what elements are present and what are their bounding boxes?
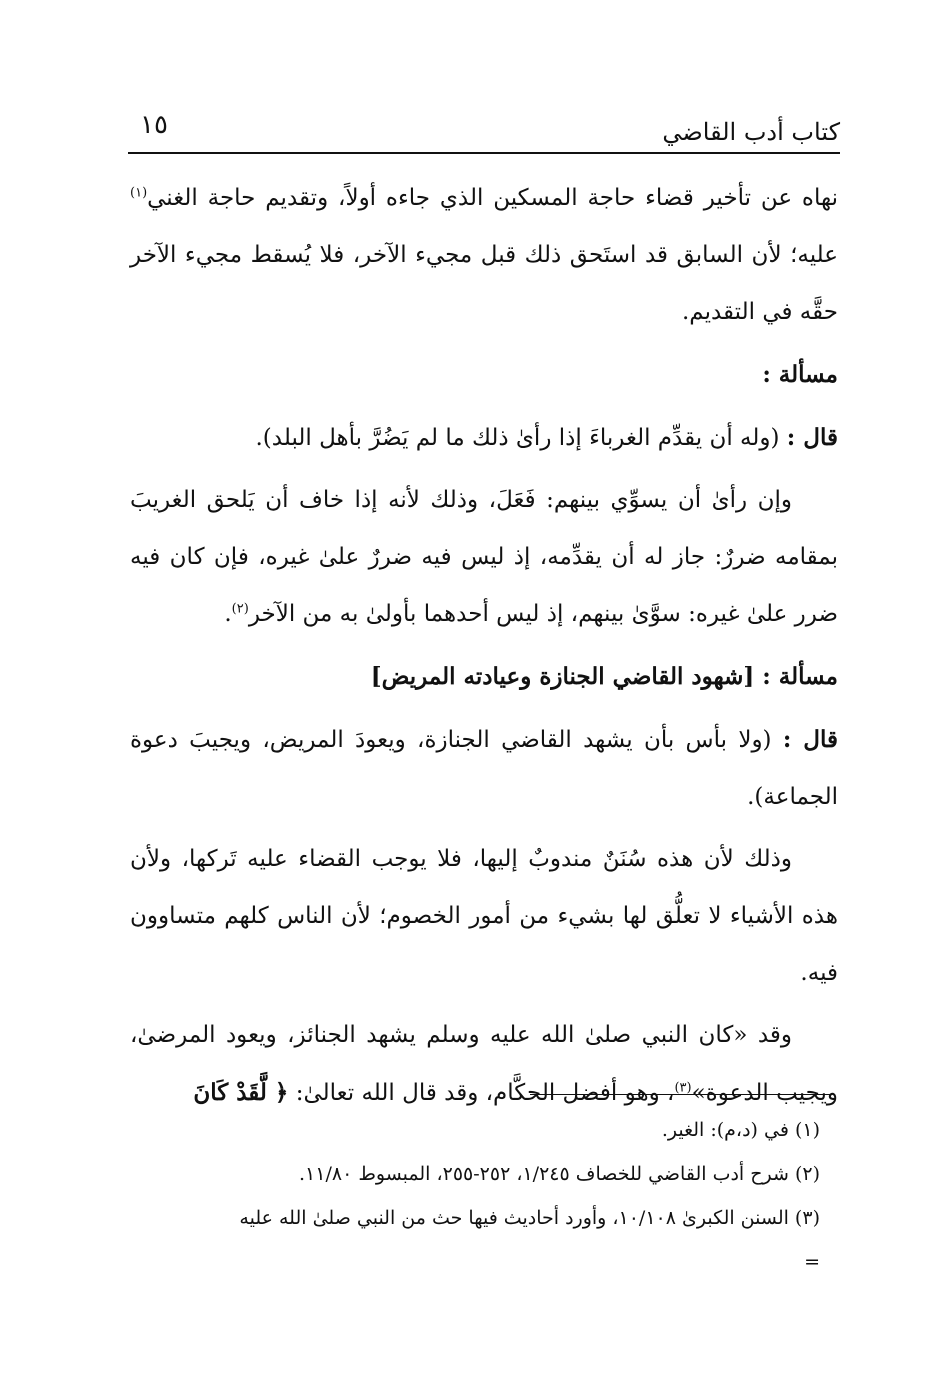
paragraph-4: وقد «كان النبي صلىٰ الله عليه وسلم يشهد الجنائز، ويعود المرضىٰ، ويجيب الدعوة»$^{(٣)}$، وهو أفضل الحكَّام، وقد قال الله تعالىٰ: ﴿ لَّقَدْ كَانَ (130, 1022, 838, 1106)
running-header (128, 100, 840, 154)
footnote-separator (530, 1094, 832, 1095)
paragraph-2: وإن رأىٰ أن يسوِّي بينهم: فَعَلَ، وذلك لأنه إذا خاف أن يَلحق الغريبَ بمقامه ضررٌ: جاز له أن يقدِّمه، إذ ليس فيه ضررٌ علىٰ غيره، فإن كان فيه ضرر علىٰ غيره: سوَّىٰ بينهم، إذ ليس أحدهما بأولىٰ به من الآخر$^{(٢)}$. (130, 487, 838, 627)
footnote-ref-3: (٣) (674, 1080, 692, 1096)
footnotes (120, 1108, 820, 1284)
heading-masala-2: مسألة : [شهود القاضي الجنازة وعيادته المريض] (370, 663, 838, 690)
heading-masala-1: مسألة : (762, 361, 838, 388)
main-text (130, 170, 838, 1122)
paragraph-1: نهاه عن تأخير قضاء حاجة المسكين الذي جاءه أولاً، وتقديم حاجة الغني$^{(١)}$ عليه؛ لأن السابق قد استَحق ذلك قبل مجيء الآخر، فلا يُسقط مجيء الآخر حقَّه في التقديم. (130, 185, 838, 325)
footnote-continuation-mark: = (804, 1251, 820, 1273)
book-title: كتاب أدب القاضي (662, 118, 840, 146)
qala-label: قال : (786, 424, 838, 451)
footnote-ref-2: (٢) (231, 601, 249, 617)
footnote-ref-1: (١) (130, 185, 148, 201)
footnote-3: (٣) السنن الكبرىٰ ١٠/١٠٨، وأورد أحاديث فيها حث من النبي صلىٰ الله عليه (239, 1207, 820, 1229)
quran-quote: ﴿ لَّقَدْ كَانَ (193, 1079, 289, 1106)
footnote-1: (١) في (د،م): الغير. (661, 1119, 820, 1141)
footnote-2: (٢) شرح أدب القاضي للخصاف ١/٢٤٥، ٢٥٢-٢٥٥، المبسوط ١١/٨٠. (299, 1163, 820, 1185)
qala-label: قال : (782, 726, 838, 753)
paragraph-3: وذلك لأن هذه سُنَنٌ مندوبٌ إليها، فلا يوجب القضاء عليه تَركها، ولأن هذه الأشياء لا تعلُّق لها بشيء من أمور الخصوم؛ لأن الناس كلهم متساوون فيه. (130, 846, 838, 986)
quote-1: قال : (وله أن يقدِّم الغرباءَ إذا رأىٰ ذلك ما لم يَضُرَّ بأهل البلد). (255, 424, 838, 451)
quote-2: قال : (ولا بأس بأن يشهد القاضي الجنازة، ويعودَ المريض، ويجيبَ دعوة الجماعة). (130, 726, 838, 810)
page-number: ١٥ (140, 110, 168, 140)
